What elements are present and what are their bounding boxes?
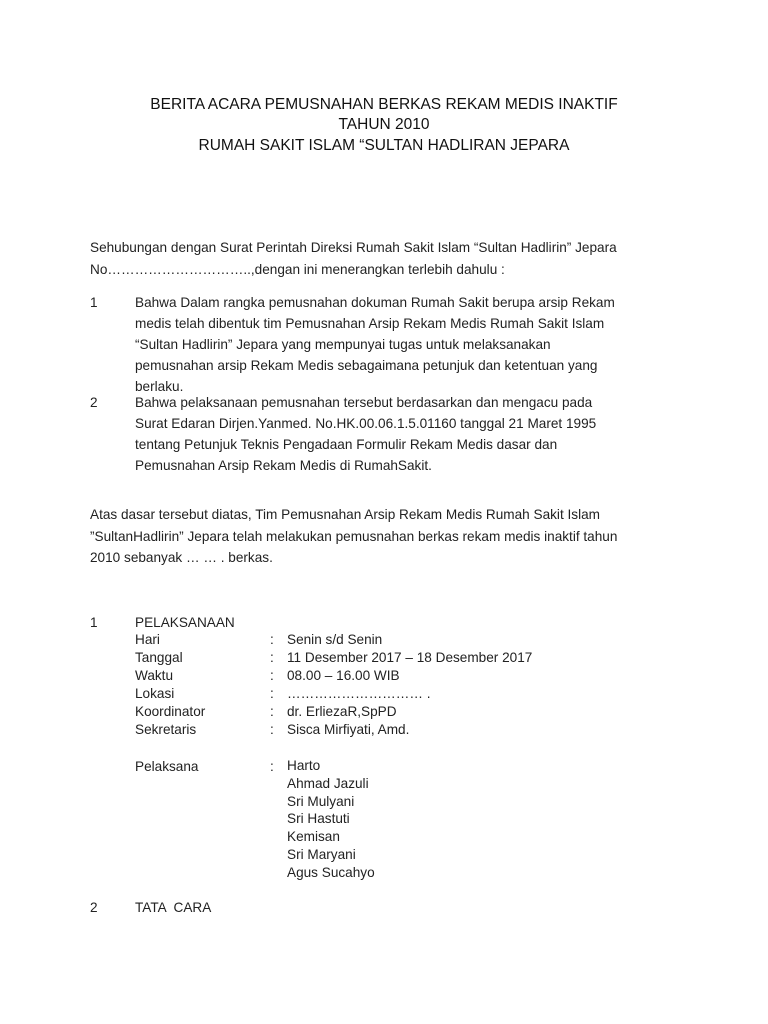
point-line: Bahwa pelaksanaan pemusnahan tersebut berdasarkan dan mengacu pada [135,395,593,410]
conclusion-paragraph [90,504,690,569]
field-colon: : [270,722,274,737]
point-number: 1 [90,295,98,310]
field-label-lokasi: Lokasi [135,686,175,701]
pelaksana-name: Kemisan [287,829,340,845]
field-label-sekretaris: Sekretaris [135,722,197,737]
document-title-line-2: TAHUN 2010 [338,116,430,133]
point-line: berlaku. [135,379,184,394]
pelaksana-name: Sri Hastuti [287,811,350,827]
section-number: 2 [90,900,98,915]
intro-line: No…………………………..,dengan ini menerangkan terlebih dahulu : [90,261,505,277]
point-line: Pemusnahan Arsip Rekam Medis di RumahSakit. [135,458,432,473]
point-line: Surat Edaran Dirjen.Yanmed. No.HK.00.06.1.5.01160 tanggal 21 Maret 1995 [135,416,597,431]
section-title: TATA CARA [135,900,212,915]
point-line: Bahwa Dalam rangka pemusnahan dokuman Rumah Sakit berupa arsip Rekam [135,295,615,310]
pelaksana-list [287,757,375,882]
field-colon: : [270,686,274,701]
point-number: 2 [90,395,98,410]
point-line: “Sultan Hadlirin” Jepara yang mempunyai tugas untuk melaksanakan [135,337,551,352]
field-label-tanggal: Tanggal [135,650,183,665]
document-title-line-3: RUMAH SAKIT ISLAM “SULTAN HADLIRAN JEPARA [198,137,570,154]
field-value-waktu: 08.00 – 16.00 WIB [287,668,400,683]
field-colon: : [270,632,274,647]
field-value-sekretaris: Sisca Mirfiyati, Amd. [287,722,410,737]
field-value-lokasi: ………………………… . [287,686,431,701]
point-text [135,292,695,397]
pelaksana-name: Sri Mulyani [287,793,355,809]
field-label-koordinator: Koordinator [135,704,206,719]
field-label-waktu: Waktu [135,668,174,683]
field-label-pelaksana: Pelaksana [135,759,199,774]
field-colon: : [270,650,274,665]
pelaksana-name: Ahmad Jazuli [287,775,369,791]
document-title-line-1: BERITA ACARA PEMUSNAHAN BERKAS REKAM MEDIS INAKTIF [150,96,618,113]
point-text [135,392,695,476]
section-title: PELAKSANAAN [135,615,235,630]
field-value-tanggal: 11 Desember 2017 – 18 Desember 2017 [287,650,533,665]
pelaksana-name: Agus Sucahyo [287,864,375,880]
conclusion-line: ”SultanHadlirin” Jepara telah melakukan pemusnahan berkas rekam medis inaktif tahun [90,528,618,544]
pelaksana-name: Sri Maryani [287,846,356,862]
point-line: pemusnahan arsip Rekam Medis sebagaimana petunjuk dan ketentuan yang [135,358,598,373]
point-line: medis telah dibentuk tim Pemusnahan Arsip Rekam Medis Rumah Sakit Islam [135,316,605,331]
section-number: 1 [90,615,98,630]
field-colon: : [270,759,274,774]
intro-line: Sehubungan dengan Surat Perintah Direksi Rumah Sakit Islam “Sultan Hadlirin” Jepara [90,240,617,255]
field-value-hari: Senin s/d Senin [287,632,383,647]
intro-paragraph [90,237,690,280]
field-label-hari: Hari [135,632,160,647]
field-colon: : [270,704,274,719]
conclusion-line: Atas dasar tersebut diatas, Tim Pemusnahan Arsip Rekam Medis Rumah Sakit Islam [90,507,600,522]
conclusion-line: 2010 sebanyak … … . berkas. [90,550,273,565]
field-value-koordinator: dr. ErliezaR,SpPD [287,704,397,719]
pelaksana-name: Harto [287,758,321,773]
point-line: tentang Petunjuk Teknis Pengadaan Formulir Rekam Medis dasar dan [135,437,558,452]
field-colon: : [270,668,274,683]
